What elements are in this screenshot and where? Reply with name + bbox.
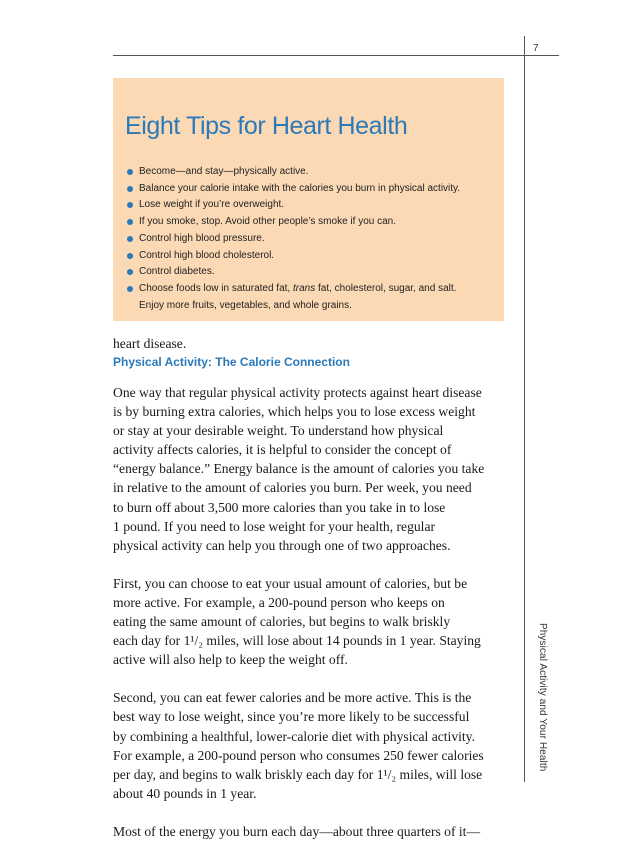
paragraph	[113, 688, 513, 803]
tip-item: Lose weight if you’re overweight.	[127, 197, 460, 214]
body-text	[113, 335, 513, 860]
text-line: activity affects calories, it is helpful to consider the concept of	[113, 442, 452, 458]
paragraph	[113, 574, 513, 669]
tips-list	[127, 164, 460, 314]
tip-text: Choose foods low in saturated fat,	[139, 282, 293, 294]
text-line: eating the same amount of calories, but begins to walk briskly	[113, 614, 451, 630]
tip-item: Become—and stay—physically active.	[127, 164, 460, 181]
text-line: Most of the energy you burn each day—about three quarters of it—	[113, 823, 481, 839]
text-line: or stay at your desirable weight. To understand how physical	[113, 423, 444, 439]
box-title: Eight Tips for Heart Health	[125, 112, 408, 140]
text-line: in relative to the amount of calories you burn. Per week, you need	[113, 480, 472, 496]
tip-item: Control high blood cholesterol.	[127, 248, 460, 265]
text-line: to burn off about 3,500 more calories than you take in to lose	[113, 499, 446, 515]
text-line: each day for 1¹/₂ miles, will lose about 14 pounds in 1 year. Staying	[113, 633, 481, 649]
running-side-label: Physical Activity and Your Health	[537, 623, 548, 772]
text-line: per day, and begins to walk briskly each day for 1¹/₂ miles, will lose	[113, 766, 483, 782]
tip-text: fat, cholesterol, sugar, and salt.	[315, 282, 457, 294]
heart-tips-box	[113, 78, 504, 321]
text-line: “energy balance.” Energy balance is the amount of calories you take	[113, 461, 485, 477]
paragraph	[113, 822, 513, 841]
text-line: physical activity can help you through one of two approaches.	[113, 537, 451, 553]
tip-item	[127, 281, 460, 314]
tip-item: Control diabetes.	[127, 264, 460, 281]
text-line: 1 pound. If you need to lose weight for your health, regular	[113, 518, 436, 534]
tip-item: Balance your calorie intake with the calories you burn in physical activity.	[127, 181, 460, 198]
tip-text-italic: trans	[292, 282, 316, 294]
header-rule	[113, 55, 559, 56]
text-line: about 40 pounds in 1 year.	[113, 785, 257, 801]
text-line: is by burning extra calories, which helps you to lose excess weight	[113, 404, 476, 420]
continued-fragment: heart disease.	[113, 336, 187, 351]
section-heading: Physical Activity: The Calorie Connection	[113, 355, 350, 369]
text-line: Second, you can eat fewer calories and be more active. This is the	[113, 690, 472, 706]
tip-text-continuation: Enjoy more fruits, vegetables, and whole grains.	[139, 299, 352, 311]
text-line: by combining a healthful, lower-calorie diet with physical activity.	[113, 728, 475, 744]
text-line: active will also help to keep the weight off.	[113, 652, 348, 668]
text-line: For example, a 200-pound person who consumes 250 fewer calories	[113, 747, 484, 763]
page-number: 7	[533, 43, 539, 54]
paragraph	[113, 383, 513, 555]
text-line: best way to lose weight, since you’re more likely to be successful	[113, 709, 470, 725]
margin-rule	[524, 36, 525, 782]
text-line: First, you can choose to eat your usual amount of calories, but be	[113, 575, 468, 591]
text-line: One way that regular physical activity protects against heart disease	[113, 385, 482, 400]
tip-item: Control high blood pressure.	[127, 231, 460, 248]
text-line: more active. For example, a 200-pound person who keeps on	[113, 594, 445, 610]
tip-item: If you smoke, stop. Avoid other people’s smoke if you can.	[127, 214, 460, 231]
